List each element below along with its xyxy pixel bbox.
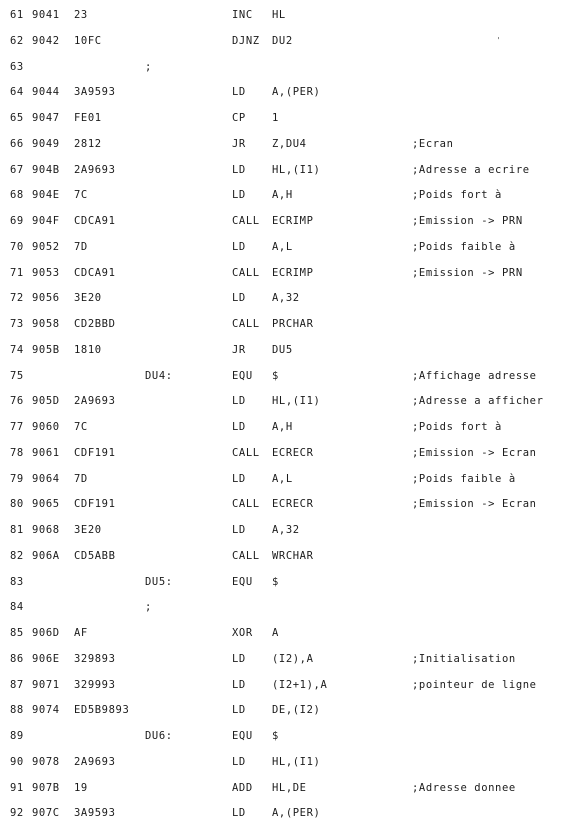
mnemonic: LD bbox=[232, 704, 246, 717]
listing-line bbox=[0, 473, 568, 499]
listing-line bbox=[0, 782, 568, 808]
line-number: 86 bbox=[10, 652, 24, 665]
line-number: 90 bbox=[10, 755, 24, 768]
listing-line bbox=[0, 370, 568, 396]
mnemonic: LD bbox=[232, 86, 246, 99]
address: 9058 bbox=[32, 318, 60, 330]
label: DU4: bbox=[145, 369, 173, 382]
operand: $ bbox=[272, 575, 279, 588]
operand: ECRECR bbox=[272, 498, 314, 511]
address: 9060 bbox=[32, 421, 60, 433]
listing-line bbox=[0, 704, 568, 730]
address: 904F bbox=[32, 215, 60, 227]
line-number: 64 bbox=[10, 86, 24, 99]
comment: ;Adresse a ecrire bbox=[412, 163, 530, 176]
machine-code: 2A9693 bbox=[74, 163, 116, 176]
address: 9052 bbox=[32, 240, 60, 253]
operand: Z,DU4 bbox=[272, 137, 307, 150]
operand: DU5 bbox=[272, 343, 293, 356]
comment: ;Emission -> Ecran bbox=[412, 446, 537, 459]
operand: HL,DE bbox=[272, 781, 307, 794]
line-number: 92 bbox=[10, 807, 24, 820]
address: 905D bbox=[32, 395, 60, 408]
comment: ;Poids fort à bbox=[412, 189, 502, 202]
mnemonic: XOR bbox=[232, 627, 253, 639]
machine-code: ED5B9893 bbox=[74, 704, 130, 717]
comment: ;Emission -> PRN bbox=[412, 266, 523, 279]
line-number: 71 bbox=[10, 266, 24, 279]
machine-code: 329893 bbox=[74, 652, 116, 665]
label: ; bbox=[145, 60, 152, 73]
listing-line bbox=[0, 35, 568, 61]
comment: ;Adresse a afficher bbox=[412, 395, 544, 408]
operand: A,32 bbox=[272, 524, 300, 536]
address: 9071 bbox=[32, 678, 60, 691]
mnemonic: JR bbox=[232, 343, 246, 356]
comment: ;Initialisation bbox=[412, 652, 516, 665]
line-number: 61 bbox=[10, 9, 24, 21]
machine-code: 7C bbox=[74, 421, 88, 433]
line-number: 79 bbox=[10, 472, 24, 485]
listing-line bbox=[0, 679, 568, 705]
line-number: 87 bbox=[10, 678, 24, 691]
mnemonic: LD bbox=[232, 472, 246, 485]
operand: A,H bbox=[272, 421, 293, 433]
address: 904E bbox=[32, 189, 60, 202]
mnemonic: EQU bbox=[232, 575, 253, 588]
mnemonic: DJNZ bbox=[232, 34, 260, 47]
machine-code: 2812 bbox=[74, 137, 102, 150]
mnemonic: EQU bbox=[232, 369, 253, 382]
operand: A,(PER) bbox=[272, 807, 321, 820]
address: 9047 bbox=[32, 112, 60, 124]
listing-line bbox=[0, 756, 568, 782]
operand: A,(PER) bbox=[272, 86, 321, 99]
address: 907B bbox=[32, 781, 60, 794]
listing-line bbox=[0, 807, 568, 833]
operand: HL,(I1) bbox=[272, 395, 321, 408]
line-number: 76 bbox=[10, 395, 24, 408]
machine-code: CDF191 bbox=[74, 498, 116, 511]
comment: ;Poids faible à bbox=[412, 472, 516, 485]
label: DU6: bbox=[145, 730, 173, 742]
machine-code: 2A9693 bbox=[74, 395, 116, 408]
line-number: 70 bbox=[10, 240, 24, 253]
listing-line bbox=[0, 9, 568, 35]
operand: DU2 bbox=[272, 34, 293, 47]
address: 9078 bbox=[32, 755, 60, 768]
comment: ;Emission -> PRN bbox=[412, 215, 523, 227]
mnemonic: LD bbox=[232, 163, 246, 176]
machine-code: 1810 bbox=[74, 343, 102, 356]
machine-code: 2A9693 bbox=[74, 755, 116, 768]
comment: ;Poids fort à bbox=[412, 421, 502, 433]
mnemonic: LD bbox=[232, 524, 246, 536]
mnemonic: CALL bbox=[232, 266, 260, 279]
listing-line bbox=[0, 292, 568, 318]
machine-code: 3A9593 bbox=[74, 86, 116, 99]
address: 9053 bbox=[32, 266, 60, 279]
line-number: 63 bbox=[10, 60, 24, 73]
line-number: 91 bbox=[10, 781, 24, 794]
operand: PRCHAR bbox=[272, 318, 314, 330]
mnemonic: JR bbox=[232, 137, 246, 150]
mnemonic: CALL bbox=[232, 446, 260, 459]
line-number: 75 bbox=[10, 369, 24, 382]
mnemonic: LD bbox=[232, 678, 246, 691]
machine-code: 7C bbox=[74, 189, 88, 202]
mnemonic: ADD bbox=[232, 781, 253, 794]
line-number: 67 bbox=[10, 163, 24, 176]
listing-line bbox=[0, 498, 568, 524]
listing-line bbox=[0, 601, 568, 627]
operand: ECRECR bbox=[272, 446, 314, 459]
line-number: 72 bbox=[10, 292, 24, 305]
machine-code: 7D bbox=[74, 472, 88, 485]
address: 905B bbox=[32, 343, 60, 356]
address: 9042 bbox=[32, 34, 60, 47]
line-number: 80 bbox=[10, 498, 24, 511]
address: 9074 bbox=[32, 704, 60, 717]
operand: DE,(I2) bbox=[272, 704, 321, 717]
stray-mark: ' bbox=[496, 36, 501, 45]
listing-line bbox=[0, 344, 568, 370]
operand: A,L bbox=[272, 472, 293, 485]
machine-code: 10FC bbox=[74, 34, 102, 47]
operand: (I2+1),A bbox=[272, 678, 328, 691]
address: 906A bbox=[32, 549, 60, 562]
line-number: 82 bbox=[10, 549, 24, 562]
line-number: 68 bbox=[10, 189, 24, 202]
line-number: 74 bbox=[10, 343, 24, 356]
mnemonic: LD bbox=[232, 395, 246, 408]
machine-code: CDF191 bbox=[74, 446, 116, 459]
operand: A,H bbox=[272, 189, 293, 202]
operand: A,L bbox=[272, 240, 293, 253]
mnemonic: INC bbox=[232, 9, 253, 21]
operand: HL bbox=[272, 9, 286, 21]
operand: A bbox=[272, 627, 279, 639]
mnemonic: LD bbox=[232, 292, 246, 305]
listing-line bbox=[0, 550, 568, 576]
operand: ECRIMP bbox=[272, 266, 314, 279]
operand: ECRIMP bbox=[272, 215, 314, 227]
operand: $ bbox=[272, 369, 279, 382]
address: 907C bbox=[32, 807, 60, 820]
comment: ;Ecran bbox=[412, 137, 454, 150]
listing-line bbox=[0, 138, 568, 164]
line-number: 81 bbox=[10, 524, 24, 536]
machine-code: CDCA91 bbox=[74, 266, 116, 279]
address: 9065 bbox=[32, 498, 60, 511]
line-number: 89 bbox=[10, 730, 24, 742]
listing-line bbox=[0, 730, 568, 756]
mnemonic: CALL bbox=[232, 498, 260, 511]
operand: HL,(I1) bbox=[272, 163, 321, 176]
mnemonic: CALL bbox=[232, 215, 260, 227]
address: 9044 bbox=[32, 86, 60, 99]
line-number: 65 bbox=[10, 112, 24, 124]
mnemonic: CALL bbox=[232, 549, 260, 562]
operand: HL,(I1) bbox=[272, 755, 321, 768]
machine-code: FE01 bbox=[74, 112, 102, 124]
listing-line bbox=[0, 86, 568, 112]
comment: ;Emission -> Ecran bbox=[412, 498, 537, 511]
machine-code: CD5ABB bbox=[74, 549, 116, 562]
machine-code: 19 bbox=[74, 781, 88, 794]
line-number: 83 bbox=[10, 575, 24, 588]
listing-line bbox=[0, 576, 568, 602]
listing-line bbox=[0, 241, 568, 267]
address: 9041 bbox=[32, 9, 60, 21]
listing-line bbox=[0, 395, 568, 421]
machine-code: 3A9593 bbox=[74, 807, 116, 820]
comment: ;Adresse donnee bbox=[412, 781, 516, 794]
mnemonic: LD bbox=[232, 652, 246, 665]
mnemonic: LD bbox=[232, 755, 246, 768]
listing-line bbox=[0, 627, 568, 653]
machine-code: AF bbox=[74, 627, 88, 639]
address: 906D bbox=[32, 627, 60, 639]
listing-line bbox=[0, 164, 568, 190]
operand: 1 bbox=[272, 112, 279, 124]
address: 9068 bbox=[32, 524, 60, 536]
comment: ;pointeur de ligne bbox=[412, 678, 537, 691]
comment: ;Affichage adresse bbox=[412, 369, 537, 382]
line-number: 73 bbox=[10, 318, 24, 330]
machine-code: 7D bbox=[74, 240, 88, 253]
machine-code: 23 bbox=[74, 9, 88, 21]
mnemonic: LD bbox=[232, 189, 246, 202]
machine-code: CDCA91 bbox=[74, 215, 116, 227]
listing-line bbox=[0, 215, 568, 241]
listing-line bbox=[0, 112, 568, 138]
mnemonic: LD bbox=[232, 807, 246, 820]
machine-code: CD2BBD bbox=[74, 318, 116, 330]
comment: ;Poids faible à bbox=[412, 240, 516, 253]
line-number: 66 bbox=[10, 137, 24, 150]
line-number: 84 bbox=[10, 601, 24, 614]
operand: $ bbox=[272, 730, 279, 742]
listing-line bbox=[0, 61, 568, 87]
operand: A,32 bbox=[272, 292, 300, 305]
mnemonic: CP bbox=[232, 112, 246, 124]
line-number: 88 bbox=[10, 704, 24, 717]
address: 9064 bbox=[32, 472, 60, 485]
listing-line bbox=[0, 189, 568, 215]
line-number: 77 bbox=[10, 421, 24, 433]
listing-line bbox=[0, 447, 568, 473]
address: 904B bbox=[32, 163, 60, 176]
label: DU5: bbox=[145, 575, 173, 588]
listing-line bbox=[0, 524, 568, 550]
machine-code: 3E20 bbox=[74, 292, 102, 305]
address: 9056 bbox=[32, 292, 60, 305]
listing-line bbox=[0, 267, 568, 293]
line-number: 78 bbox=[10, 446, 24, 459]
label: ; bbox=[145, 601, 152, 614]
machine-code: 329993 bbox=[74, 678, 116, 691]
operand: (I2),A bbox=[272, 652, 314, 665]
listing-line bbox=[0, 653, 568, 679]
line-number: 69 bbox=[10, 215, 24, 227]
address: 906E bbox=[32, 652, 60, 665]
mnemonic: LD bbox=[232, 240, 246, 253]
mnemonic: EQU bbox=[232, 730, 253, 742]
mnemonic: LD bbox=[232, 421, 246, 433]
mnemonic: CALL bbox=[232, 318, 260, 330]
listing-line bbox=[0, 421, 568, 447]
address: 9061 bbox=[32, 446, 60, 459]
line-number: 62 bbox=[10, 34, 24, 47]
operand: WRCHAR bbox=[272, 549, 314, 562]
line-number: 85 bbox=[10, 627, 24, 639]
address: 9049 bbox=[32, 137, 60, 150]
listing-line bbox=[0, 318, 568, 344]
machine-code: 3E20 bbox=[74, 524, 102, 536]
